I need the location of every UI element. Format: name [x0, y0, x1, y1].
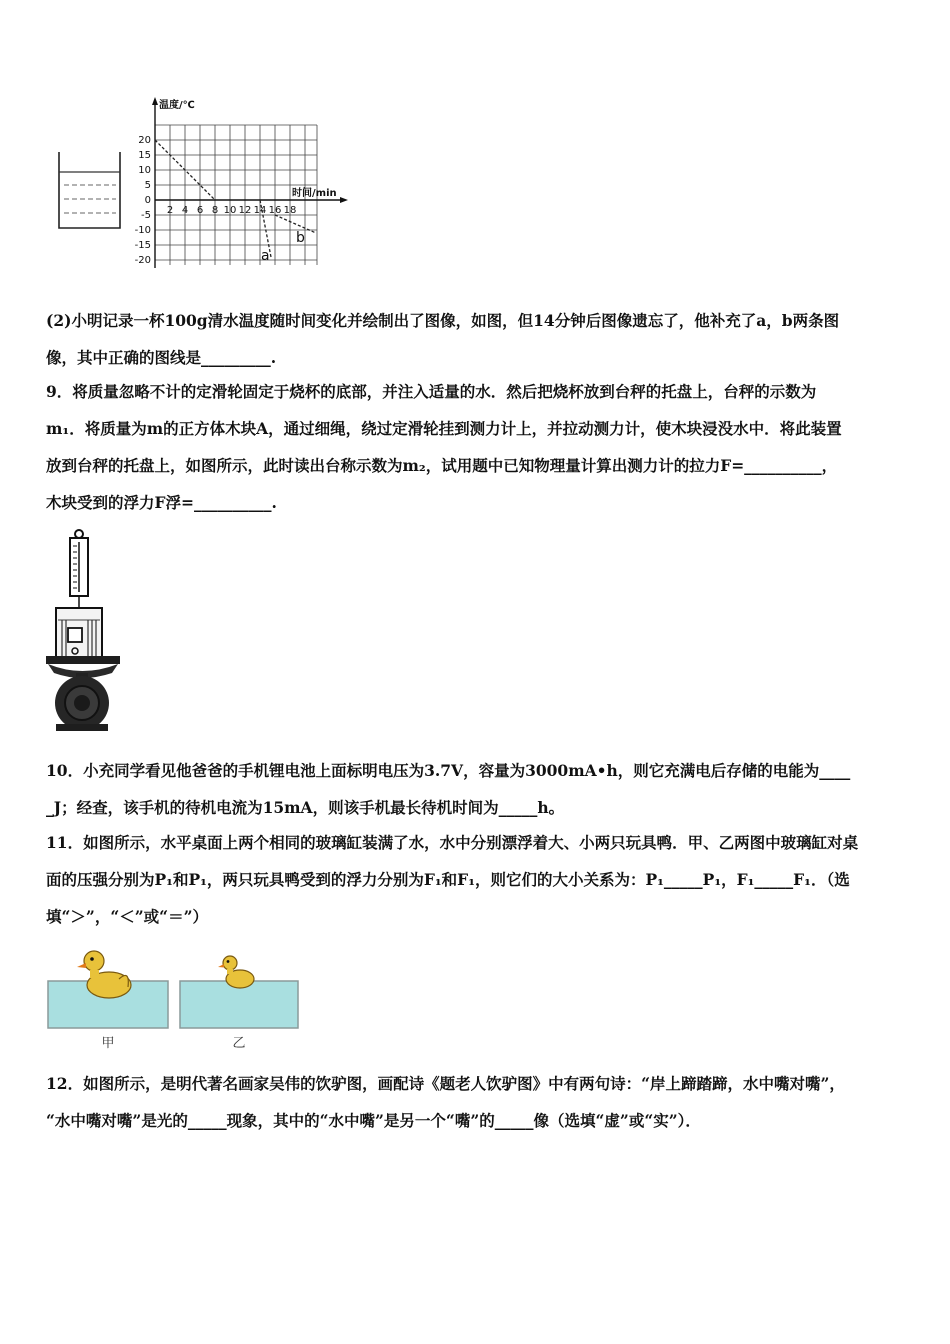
q12-line-2: “水中嘴对嘴”是光的_____现象，其中的“水中嘴”是另一个“嘴”的_____像（选填“虚”或“实”）．	[46, 1111, 701, 1130]
q8-2-line-1: (2)小明记录一杯100g清水温度随时间变化并绘制出了图像，如图，但14分钟后图像遗忘了，他补充了a，b两条图	[46, 311, 840, 330]
x-tick: 4	[181, 205, 189, 216]
x-tick: 14	[253, 205, 267, 216]
beaker-figure	[56, 150, 126, 230]
y-tick: -5	[141, 210, 151, 221]
temperature-time-graph	[126, 94, 351, 274]
x-tick: 8	[211, 205, 219, 216]
label-jia: 甲	[101, 1036, 115, 1051]
y-tick: -15	[134, 240, 151, 251]
x-tick: 16	[268, 205, 282, 216]
q11-line-3: 填“＞”，“＜”或“＝”）	[46, 907, 208, 926]
label-b: b	[296, 230, 305, 246]
y-tick: 0	[144, 195, 151, 206]
q8-2-line-2: 像，其中正确的图线是_________.	[46, 348, 277, 367]
x-tick: 2	[166, 205, 174, 216]
y-tick: 20	[138, 135, 151, 146]
duck-tanks-figure	[44, 943, 306, 1055]
label-yi: 乙	[232, 1036, 246, 1051]
q11-line-2: 面的压强分别为P₁和P₁，两只玩具鸭受到的浮力分别为F₁和F₁，则它们的大小关系为：P₁_____P₁，F₁_____F₁．（选	[46, 870, 850, 889]
q10-line-1: 10．小充同学看见他爸爸的手机锂电池上面标明电压为3.7V，容量为3000mA•h，则它充满电后存储的电能为____	[46, 761, 851, 780]
q9-line-2: m₁．将质量为m的正方体木块A，通过细绳，绕过定滑轮挂到测力计上，并拉动测力计，使木块浸没水中．将此装置	[46, 419, 842, 438]
y-tick: 5	[144, 180, 151, 191]
x-tick: 18	[283, 205, 297, 216]
q11-line-1: 11．如图所示，水平桌面上两个相同的玻璃缸装满了水，水中分别漂浮着大、小两只玩具鸭．甲、乙两图中玻璃缸对桌	[46, 833, 859, 852]
q9-line-3: 放到台秤的托盘上，如图所示，此时读出台称示数为m₂，试用题中已知物理量计算出测力计的拉力F=__________，	[46, 456, 838, 475]
label-a: a	[261, 248, 270, 264]
y-tick: 10	[138, 165, 151, 176]
x-tick: 12	[238, 205, 252, 216]
q10-line-2: _J；经查，该手机的待机电流为15mA，则该手机最长待机时间为_____h。	[46, 798, 565, 817]
y-tick: -10	[134, 225, 151, 236]
x-tick: 6	[196, 205, 204, 216]
q9-line-4: 木块受到的浮力F浮=__________.	[46, 493, 277, 512]
y-tick: 15	[138, 150, 151, 161]
x-axis-label: 时间/min	[292, 188, 337, 199]
y-axis-label: 温度/℃	[159, 100, 195, 111]
y-tick: -20	[134, 255, 151, 266]
q12-line-1: 12．如图所示，是明代著名画家吴伟的饮驴图，画配诗《题老人饮驴图》中有两句诗：“岸上蹄踏蹄，水中嘴对嘴”，	[46, 1074, 845, 1093]
x-tick: 10	[223, 205, 237, 216]
scale-with-spring-balance-figure	[44, 528, 124, 733]
q9-line-1: 9．将质量忽略不计的定滑轮固定于烧杯的底部，并注入适量的水．然后把烧杯放到台秤的托盘上，台秤的示数为	[46, 382, 817, 401]
